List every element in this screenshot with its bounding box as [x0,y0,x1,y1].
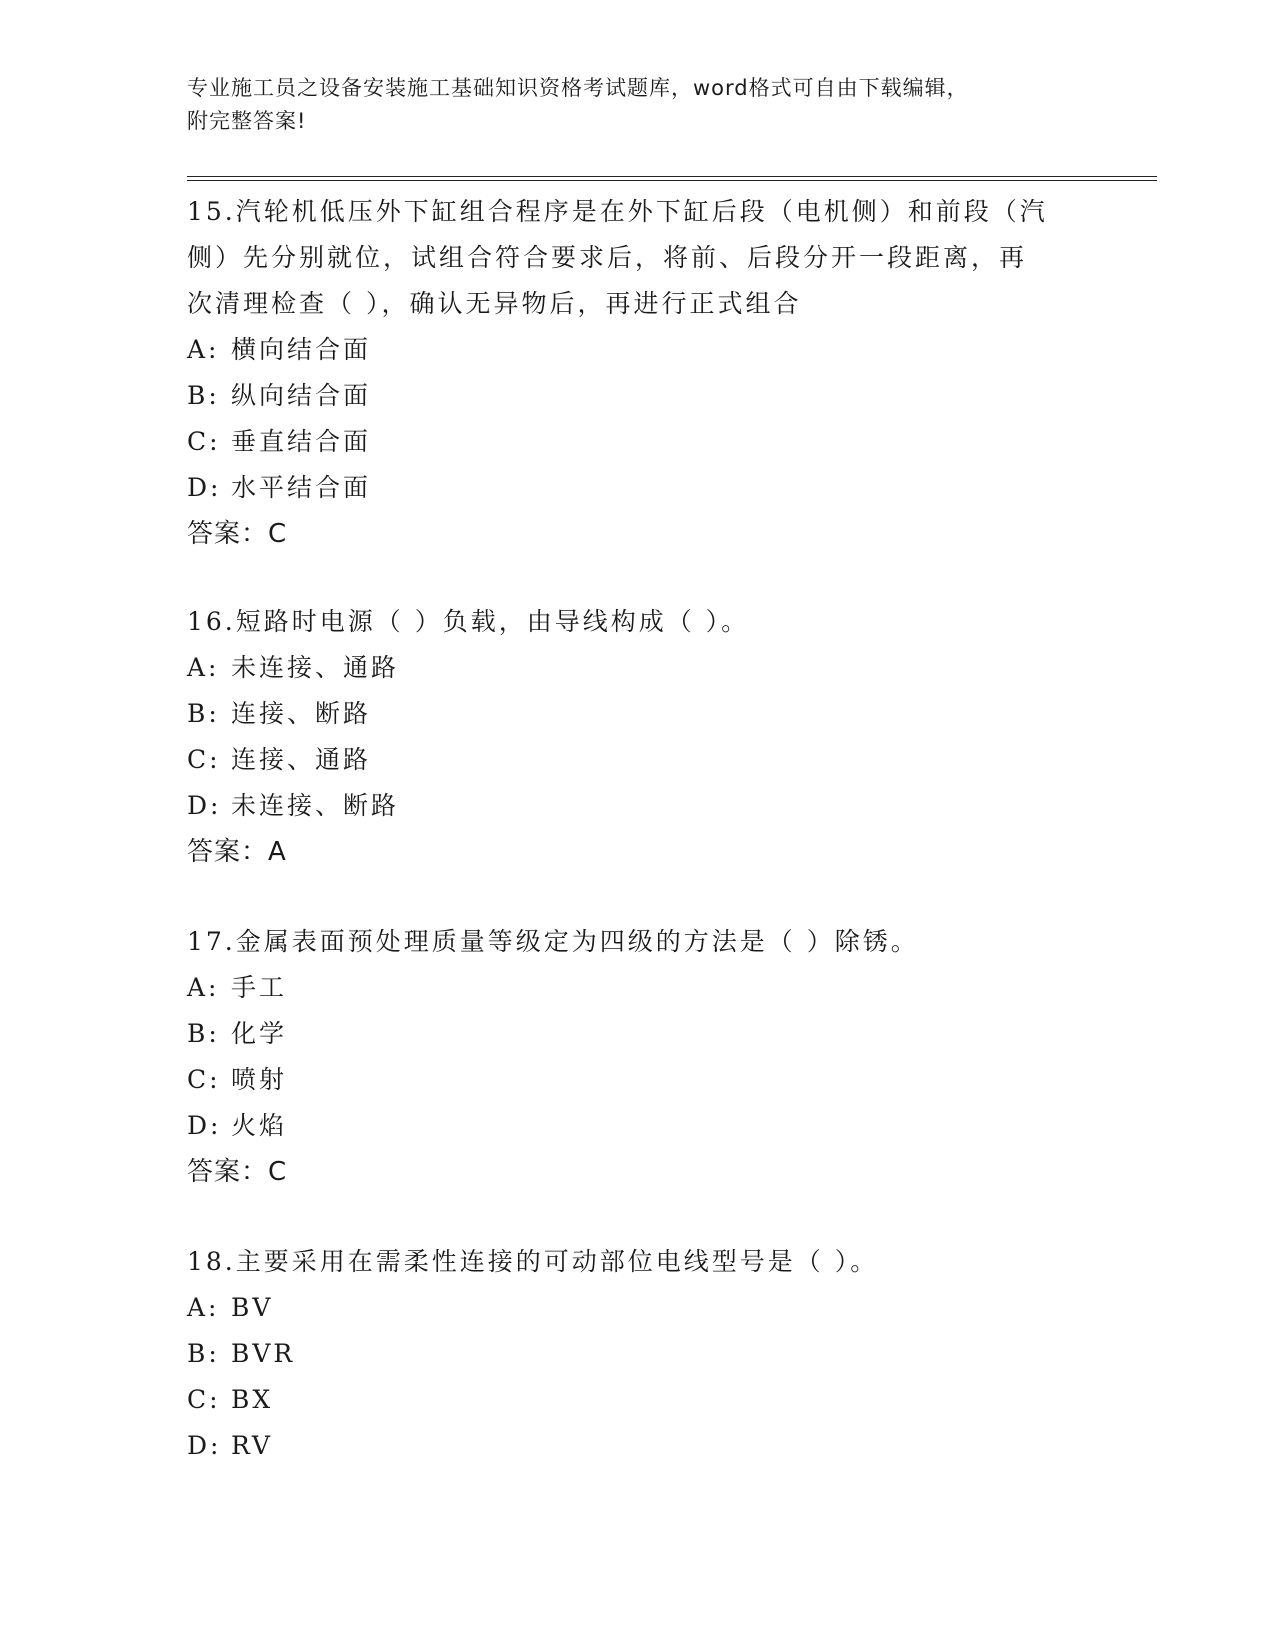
option-key: B: [187,381,220,410]
answer-line [187,1149,1087,1195]
option-text: 未连接、断路 [231,791,400,820]
option-text: 连接、断路 [231,699,372,728]
answer-label: 答案： [187,837,269,867]
header-line-2: 附完整答案! [187,109,307,133]
option-a [187,645,1087,691]
option-text: 喷射 [231,1065,288,1094]
option-key: B: [187,1019,220,1048]
option-c [187,1057,1087,1103]
option-key: D: [187,1111,222,1140]
option-key: C: [187,745,221,774]
question-17 [187,919,1087,1195]
question-line: 15.汽轮机低压外下缸组合程序是在外下缸后段（电机侧）和前段（汽 [187,197,1048,226]
option-key: D: [187,1431,222,1460]
question-text [187,919,1087,965]
option-text: 连接、通路 [231,745,372,774]
option-key: D: [187,473,222,502]
option-b [187,1331,1087,1377]
option-text: RV [231,1431,273,1460]
header-divider [187,176,1157,181]
option-text: 未连接、通路 [231,653,400,682]
answer-line [187,829,1087,875]
option-text: 手工 [231,973,288,1002]
option-text: 化学 [231,1019,288,1048]
question-line: 17.金属表面预处理质量等级定为四级的方法是（ ）除锈。 [187,927,919,956]
answer-label: 答案： [187,1157,269,1187]
option-key: A: [187,653,220,682]
option-key: B: [187,699,220,728]
document-header [187,72,1047,138]
option-b [187,373,1087,419]
option-key: A: [187,973,220,1002]
answer-value: A [268,837,287,867]
option-d [187,465,1087,511]
question-16 [187,599,1087,875]
option-d [187,783,1087,829]
question-line: 次清理检查（ ），确认无异物后，再进行正式组合 [187,289,802,318]
option-c [187,737,1087,783]
question-line: 16.短路时电源（ ）负载，由导线构成（ ）。 [187,607,750,636]
option-text: 火焰 [231,1111,288,1140]
question-text [187,599,1087,645]
question-text [187,1239,1087,1285]
answer-label: 答案： [187,519,269,549]
option-text: BV [231,1293,274,1322]
option-key: A: [187,1293,220,1322]
option-c [187,419,1087,465]
option-key: C: [187,1065,221,1094]
option-a [187,1285,1087,1331]
option-b [187,1011,1087,1057]
question-15 [187,189,1087,557]
header-line-1: 专业施工员之设备安装施工基础知识资格考试题库，word格式可自由下载编辑， [187,76,969,100]
option-c [187,1377,1087,1423]
answer-line [187,511,1087,557]
option-d [187,1103,1087,1149]
option-text: 横向结合面 [231,335,372,364]
option-text: BX [231,1385,274,1414]
option-key: D: [187,791,222,820]
option-key: A: [187,335,220,364]
option-d [187,1423,1087,1469]
answer-value: C [268,519,288,549]
option-key: B: [187,1339,220,1368]
option-a [187,965,1087,1011]
question-line: 18.主要采用在需柔性连接的可动部位电线型号是（ ）。 [187,1247,879,1276]
question-text [187,189,1087,327]
option-text: BVR [231,1339,296,1368]
option-b [187,691,1087,737]
option-text: 纵向结合面 [231,381,372,410]
option-key: C: [187,427,221,456]
option-key: C: [187,1385,221,1414]
option-text: 垂直结合面 [231,427,372,456]
option-a [187,327,1087,373]
answer-value: C [268,1157,288,1187]
question-18 [187,1239,1087,1469]
option-text: 水平结合面 [231,473,372,502]
question-line: 侧）先分别就位，试组合符合要求后，将前、后段分开一段距离，再 [187,243,1028,272]
